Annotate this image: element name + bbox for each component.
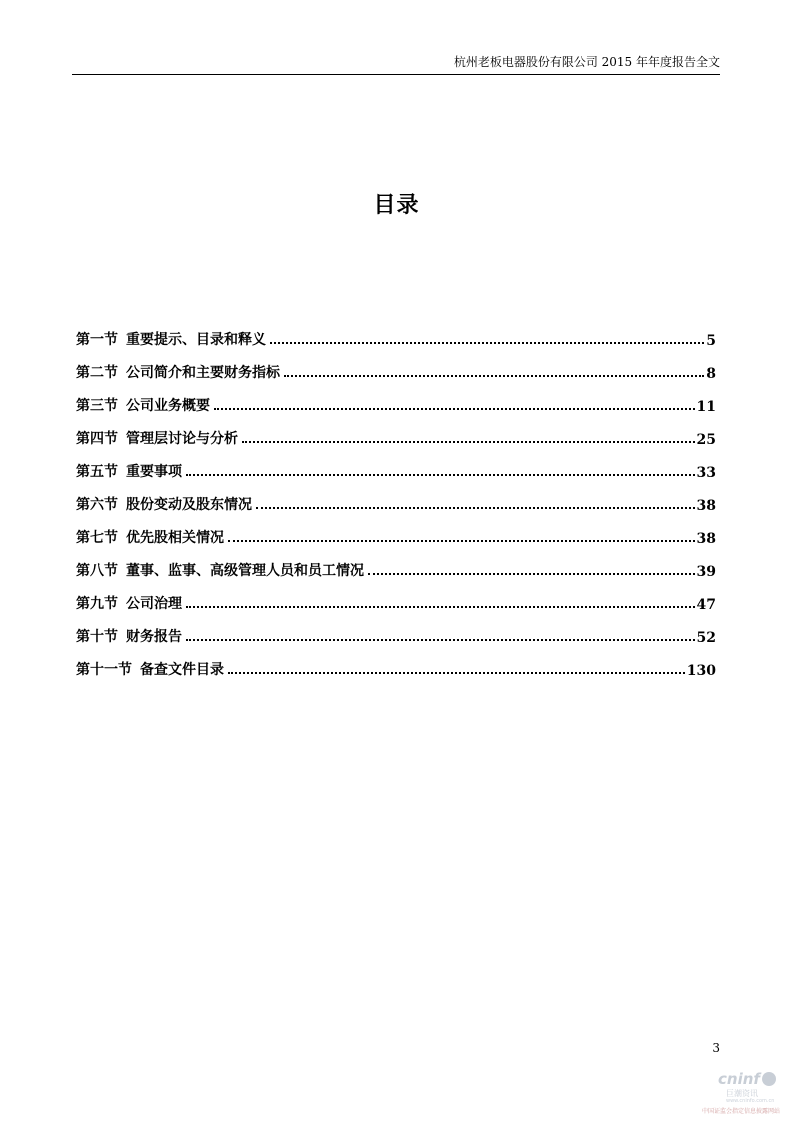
- toc-page: 38: [696, 498, 716, 514]
- toc-leader: [186, 606, 695, 608]
- toc-title: 重要提示、目录和释义: [126, 332, 266, 348]
- logo-brand-cn: 巨潮资讯: [726, 1089, 758, 1098]
- toc-label: [76, 560, 364, 580]
- toc-label: [76, 593, 182, 613]
- cninfo-watermark-logo: [700, 1070, 792, 1120]
- toc-title: 公司治理: [126, 596, 182, 612]
- logo-swirl-icon: [762, 1072, 776, 1086]
- toc-title: 财务报告: [126, 629, 182, 645]
- toc-page: 5: [706, 333, 716, 349]
- toc-section: 第八节: [76, 563, 118, 579]
- toc-row[interactable]: [76, 646, 716, 679]
- logo-url: www.cninfo.com.cn: [726, 1098, 775, 1104]
- toc-section: 第十节: [76, 629, 118, 645]
- toc-page: 8: [706, 366, 716, 382]
- toc-label: [76, 527, 224, 547]
- toc-section: 第四节: [76, 431, 118, 447]
- toc-page: 52: [696, 630, 716, 646]
- toc-row[interactable]: [76, 349, 716, 382]
- logo-brand: cninf: [718, 1070, 760, 1088]
- toc-title: 重要事项: [126, 464, 182, 480]
- toc-leader: [256, 507, 695, 509]
- toc-leader: [186, 474, 695, 476]
- toc-label: [76, 395, 210, 415]
- toc-section: 第五节: [76, 464, 118, 480]
- toc-title: 优先股相关情况: [126, 530, 224, 546]
- toc-section: 第七节: [76, 530, 118, 546]
- toc-section: 第二节: [76, 365, 118, 381]
- page-header: [72, 52, 720, 75]
- toc-row[interactable]: [76, 580, 716, 613]
- toc-label: [76, 329, 266, 349]
- toc-title: 股份变动及股东情况: [126, 497, 252, 513]
- toc-label: [76, 428, 238, 448]
- toc-leader: [242, 441, 695, 443]
- toc-page: 25: [696, 432, 716, 448]
- table-of-contents: [76, 316, 716, 679]
- toc-page: 38: [696, 531, 716, 547]
- toc-label: [76, 362, 280, 382]
- toc-row[interactable]: [76, 382, 716, 415]
- toc-section: 第三节: [76, 398, 118, 414]
- toc-row[interactable]: [76, 448, 716, 481]
- toc-row[interactable]: [76, 481, 716, 514]
- toc-label: [76, 626, 182, 646]
- toc-leader: [284, 375, 704, 377]
- toc-leader: [270, 342, 704, 344]
- page-title: 目录: [373, 192, 420, 218]
- toc-page: 39: [696, 564, 716, 580]
- toc-row[interactable]: [76, 547, 716, 580]
- toc-row[interactable]: [76, 613, 716, 646]
- logo-tagline: 中国证监会指定信息披露网站: [702, 1108, 781, 1115]
- toc-label: [76, 494, 252, 514]
- toc-leader: [214, 408, 695, 410]
- toc-row[interactable]: [76, 415, 716, 448]
- header-text: 杭州老板电器股份有限公司 2015 年年度报告全文: [453, 55, 720, 69]
- toc-label: [76, 659, 224, 679]
- toc-page: 47: [696, 597, 716, 613]
- toc-row[interactable]: [76, 316, 716, 349]
- toc-label: [76, 461, 182, 481]
- toc-title: 公司简介和主要财务指标: [126, 365, 280, 381]
- toc-leader: [368, 573, 695, 575]
- toc-page: 11: [696, 399, 716, 415]
- toc-page: 130: [686, 663, 716, 679]
- toc-page: 33: [696, 465, 716, 481]
- toc-row[interactable]: [76, 514, 716, 547]
- toc-section: 第十一节: [76, 662, 132, 678]
- toc-title: 备查文件目录: [140, 662, 224, 678]
- toc-title: 公司业务概要: [126, 398, 210, 414]
- toc-section: 第一节: [76, 332, 118, 348]
- toc-section: 第九节: [76, 596, 118, 612]
- toc-title: 董事、监事、高级管理人员和员工情况: [126, 563, 364, 579]
- toc-title: 管理层讨论与分析: [126, 431, 238, 447]
- toc-section: 第六节: [76, 497, 118, 513]
- toc-leader: [186, 639, 695, 641]
- page-number: 3: [712, 1041, 720, 1055]
- toc-leader: [228, 540, 695, 542]
- toc-leader: [228, 672, 685, 674]
